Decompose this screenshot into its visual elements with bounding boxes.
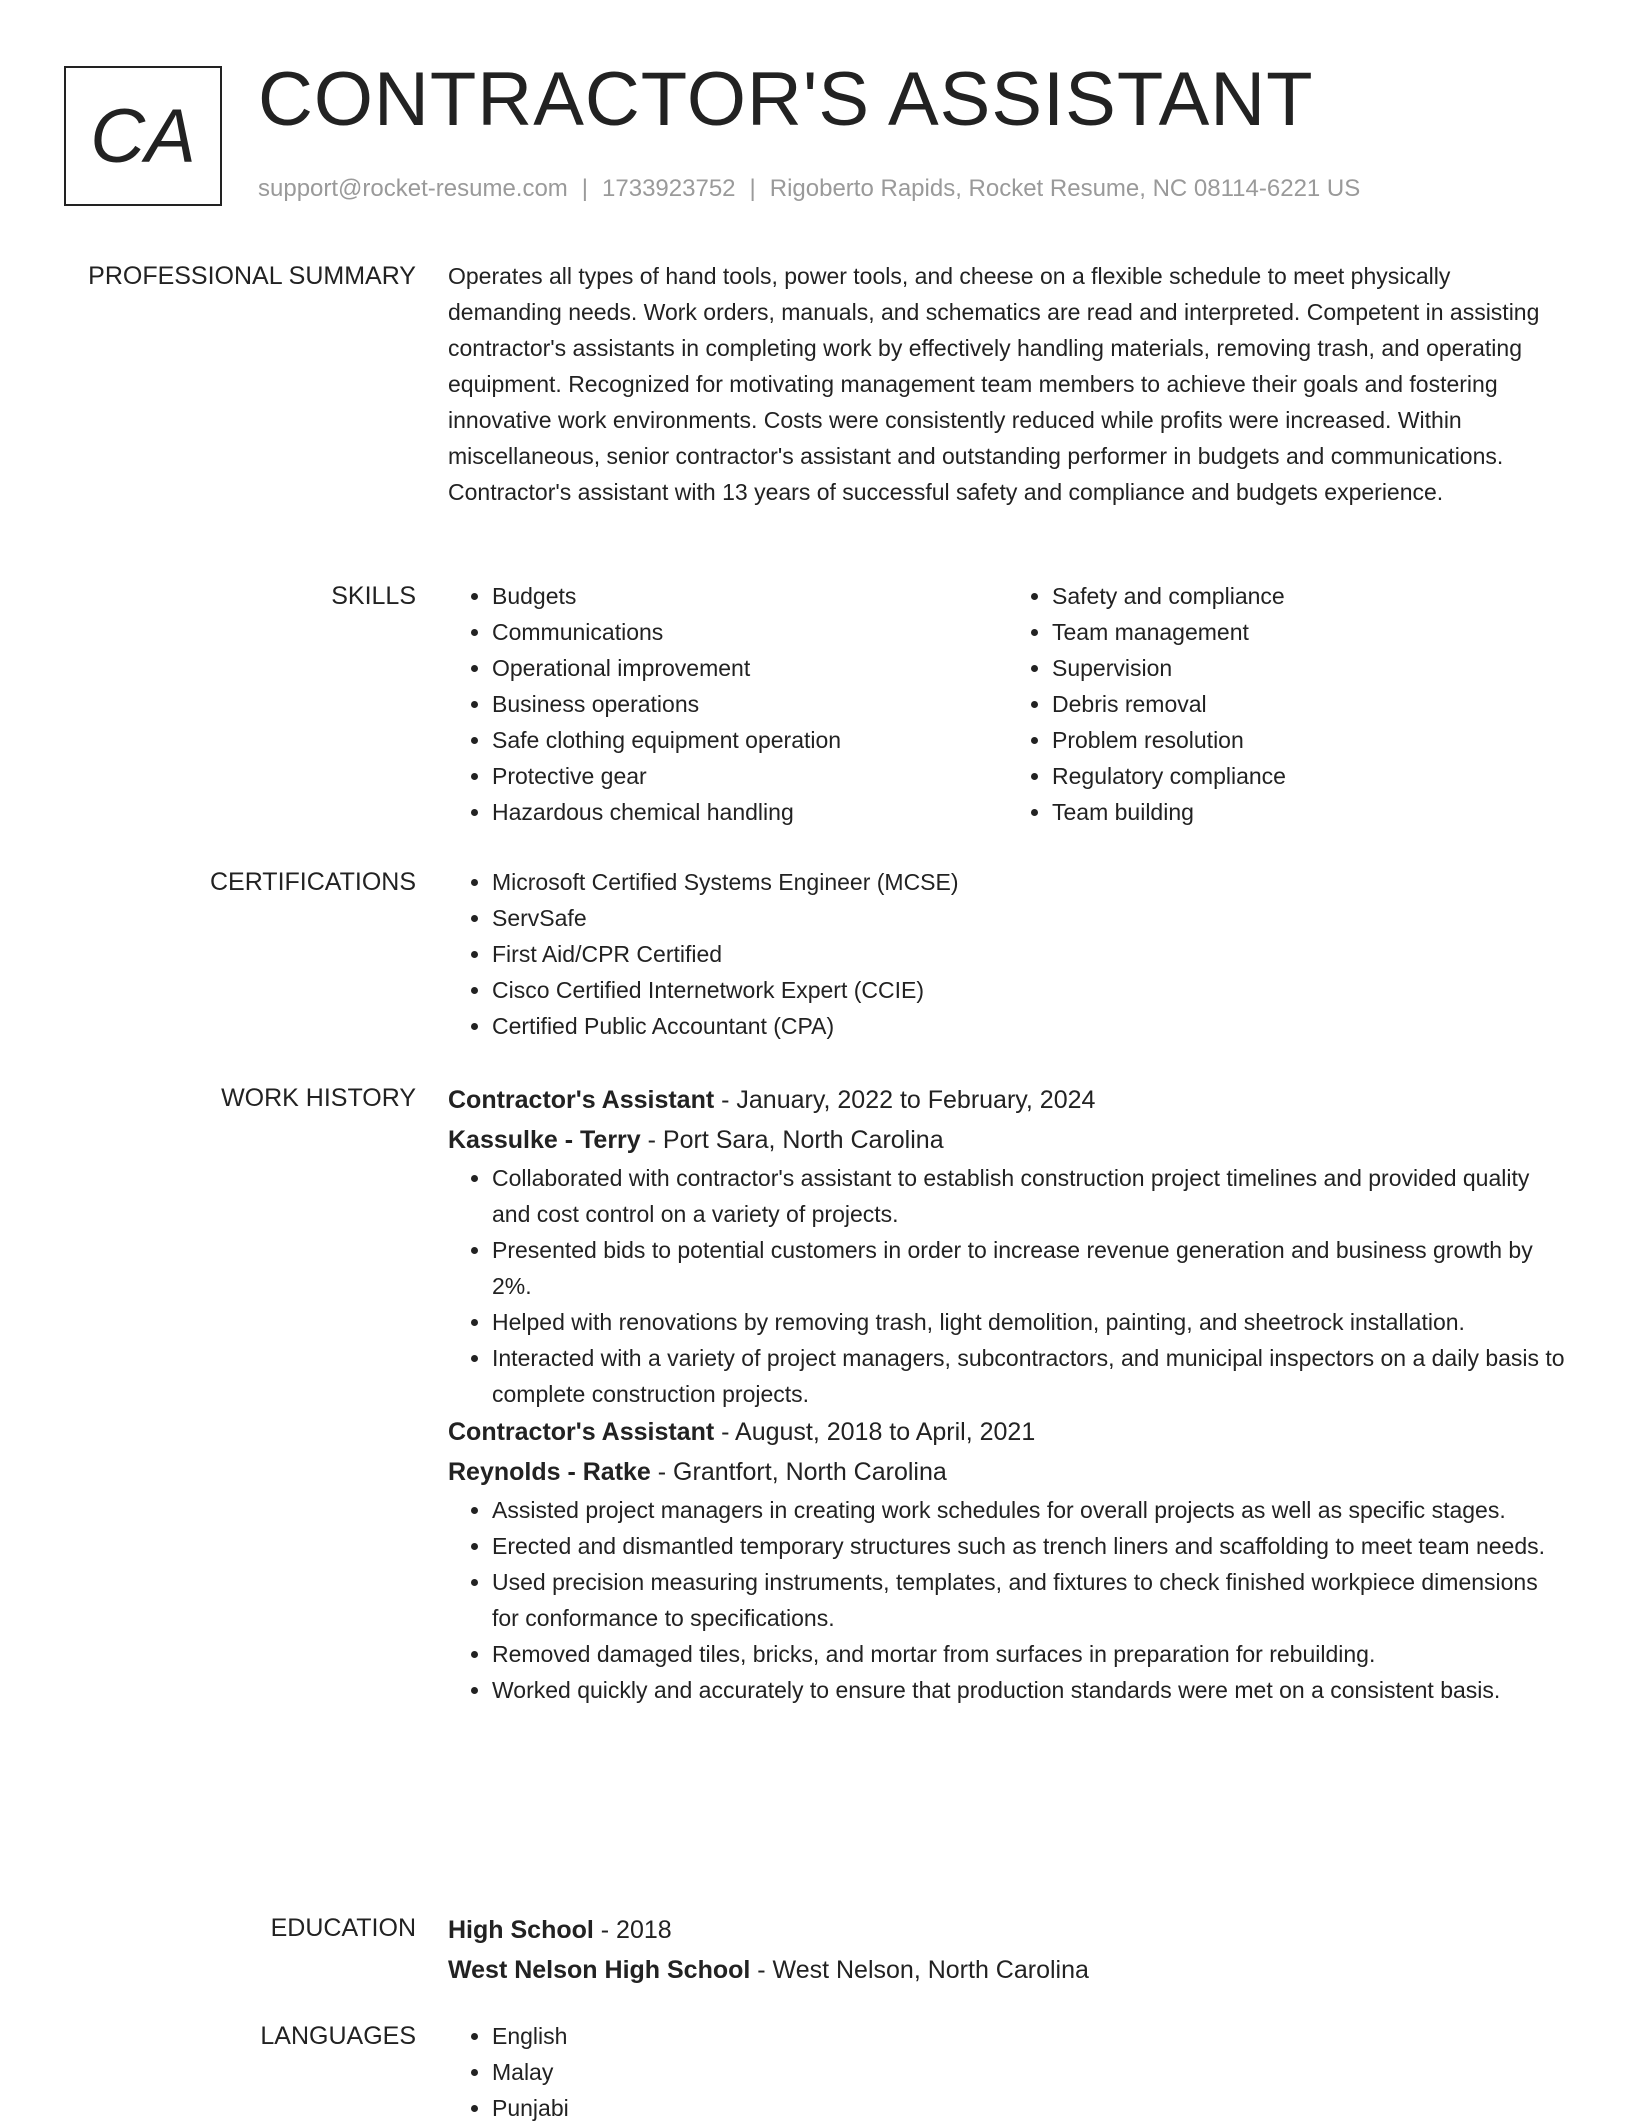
job-title: Contractor's Assistant [448, 1086, 715, 1114]
contact-phone[interactable]: 1733923752 [602, 175, 736, 202]
list-item: • Interacted with a variety of project managers, subcontractors, and municipal inspectors on a daily basis to complete construction projects. [492, 1340, 1568, 1412]
job-dates: - January, 2022 to February, 2024 [714, 1086, 1096, 1114]
list-item: • Hazardous chemical handling [492, 794, 1008, 830]
contact-address: Rigoberto Rapids, Rocket Resume, NC 08114-6221 US [769, 175, 1361, 202]
list-item: • Communications [492, 614, 1008, 650]
education-degree: High School [448, 1916, 594, 1944]
job-company: Reynolds - Ratke [448, 1458, 651, 1486]
languages-body [448, 2018, 1568, 2126]
work-history-body [448, 1080, 1568, 1708]
list-item: • First Aid/CPR Certified [492, 936, 1568, 972]
list-item: • English [492, 2018, 1568, 2054]
skills-list-right [1008, 578, 1568, 830]
list-item: • Certified Public Accountant (CPA) [492, 1008, 1568, 1044]
list-item: • Safety and compliance [1052, 578, 1568, 614]
skills-body [448, 578, 1568, 830]
page-title: CONTRACTOR'S ASSISTANT [258, 57, 1314, 142]
list-item: • Team management [1052, 614, 1568, 650]
job-location: - Grantfort, North Carolina [650, 1458, 947, 1486]
list-item: • Used precision measuring instruments, templates, and fixtures to check finished workpiece dimensions for conformance to specifications. [492, 1564, 1568, 1636]
list-item: • Helped with renovations by removing trash, light demolition, painting, and sheetrock installation. [492, 1304, 1568, 1340]
education-location: - West Nelson, North Carolina [750, 1956, 1089, 1984]
contact-email[interactable]: support@rocket-resume.com [258, 175, 568, 202]
education-body [448, 1910, 1568, 1990]
initials-text: CA [90, 93, 196, 179]
education-heading: EDUCATION [270, 1914, 416, 1942]
list-item: • Punjabi [492, 2090, 1568, 2126]
list-item: • Removed damaged tiles, bricks, and mortar from surfaces in preparation for rebuilding. [492, 1636, 1568, 1672]
list-item: • Budgets [492, 578, 1008, 614]
list-item: • Team building [1052, 794, 1568, 830]
list-item: • Protective gear [492, 758, 1008, 794]
job-entry [448, 1412, 1568, 1708]
certifications-heading: CERTIFICATIONS [209, 868, 416, 896]
list-item: • Supervision [1052, 650, 1568, 686]
job-company: Kassulke - Terry [448, 1126, 641, 1154]
job-bullets [448, 1160, 1568, 1412]
job-company-line [448, 1120, 1568, 1160]
job-title-line [448, 1080, 1568, 1120]
certifications-list [448, 864, 1568, 1044]
list-item: • Safe clothing equipment operation [492, 722, 1008, 758]
skills-heading: SKILLS [331, 582, 416, 610]
contact-separator: | [581, 175, 589, 202]
job-dates: - August, 2018 to April, 2021 [714, 1418, 1036, 1446]
education-school: West Nelson High School [448, 1956, 751, 1984]
list-item: • Problem resolution [1052, 722, 1568, 758]
list-item: • ServSafe [492, 900, 1568, 936]
skills-list-left [448, 578, 1008, 830]
initials-monogram [64, 66, 222, 206]
list-item: • Worked quickly and accurately to ensure that production standards were met on a consistent basis. [492, 1672, 1568, 1708]
list-item: • Assisted project managers in creating work schedules for overall projects as well as specific stages. [492, 1492, 1568, 1528]
job-entry [448, 1080, 1568, 1412]
languages-heading: LANGUAGES [260, 2022, 416, 2050]
list-item: • Erected and dismantled temporary structures such as trench liners and scaffolding to meet team needs. [492, 1528, 1568, 1564]
contact-separator: | [749, 175, 756, 202]
list-item: • Business operations [492, 686, 1008, 722]
education-degree-line [448, 1910, 1568, 1950]
work-history-heading: WORK HISTORY [221, 1084, 416, 1112]
list-item: • Microsoft Certified Systems Engineer (MCSE) [492, 864, 1568, 900]
summary-text: Operates all types of hand tools, power tools, and cheese on a flexible schedule to meet physically demanding needs. Work orders, manuals, and schematics are read and interpreted. Competent in assisting contractor's assistants in completing work by effectively handling materials, removing trash, and operating equipment. Recognized for motivating management team members to achieve their goals and fostering innovative work environments. Costs were consistently reduced while profits were increased. Within miscellaneous, senior contractor's assistant and outstanding performer in budgets and communications. Contractor's assistant with 13 years of successful safety and compliance and budgets experience. [448, 263, 1540, 505]
list-item: • Debris removal [1052, 686, 1568, 722]
job-location: - Port Sara, North Carolina [640, 1126, 944, 1154]
list-item: • Presented bids to potential customers in order to increase revenue generation and business growth by 2%. [492, 1232, 1568, 1304]
job-bullets [448, 1492, 1568, 1708]
education-year: - 2018 [593, 1916, 672, 1944]
job-company-line [448, 1452, 1568, 1492]
list-item: • Regulatory compliance [1052, 758, 1568, 794]
summary-heading: PROFESSIONAL SUMMARY [88, 262, 416, 290]
job-title-line [448, 1412, 1568, 1452]
list-item: • Operational improvement [492, 650, 1008, 686]
languages-list [448, 2018, 1568, 2126]
contact-line [258, 175, 1360, 203]
list-item: • Collaborated with contractor's assistant to establish construction project timelines and provided quality and cost control on a variety of projects. [492, 1160, 1568, 1232]
skills-columns [448, 578, 1568, 830]
certifications-body [448, 864, 1568, 1044]
list-item: • Cisco Certified Internetwork Expert (CCIE) [492, 972, 1568, 1008]
list-item: • Malay [492, 2054, 1568, 2090]
education-school-line [448, 1950, 1568, 1990]
job-title: Contractor's Assistant [448, 1418, 715, 1446]
